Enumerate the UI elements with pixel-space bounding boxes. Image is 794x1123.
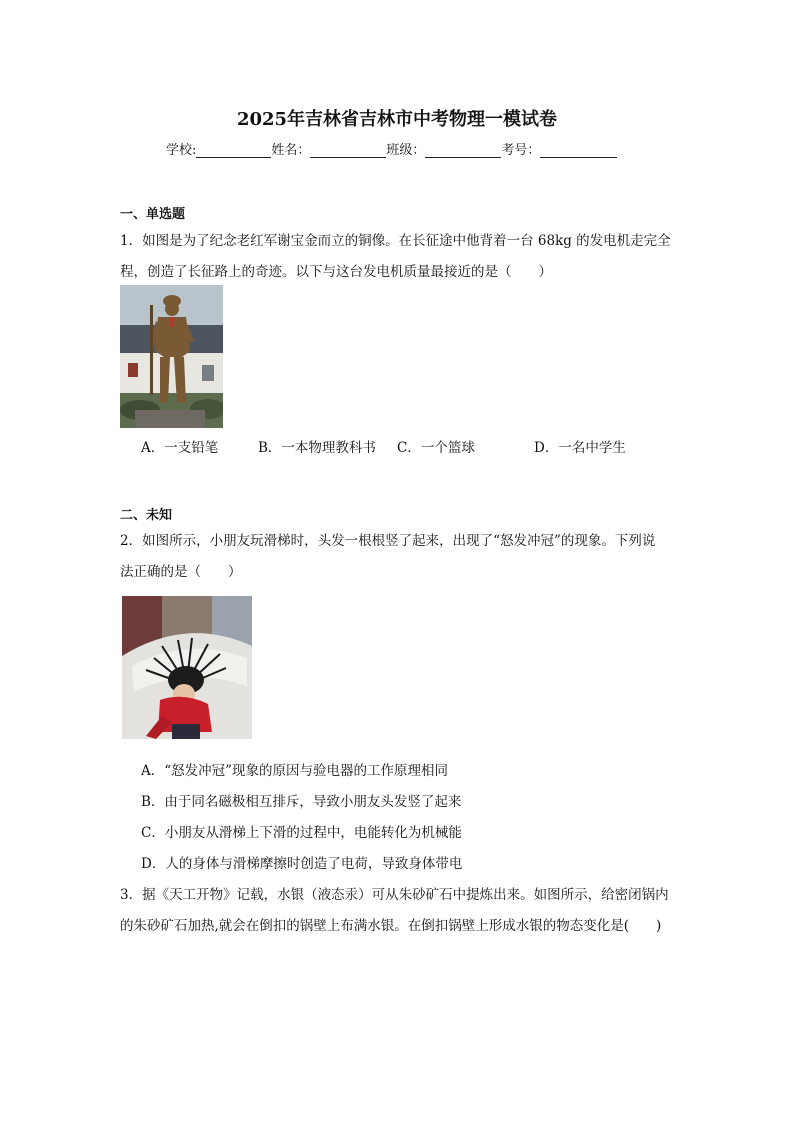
q2-option-c[interactable]: C．小朋友从滑梯上下滑的过程中，电能转化为机械能 bbox=[141, 825, 462, 841]
question-3-line-2: 的朱砂矿石加热,就会在倒扣的锅壁上布满水银。在倒扣锅壁上形成水银的物态变化是( ) bbox=[120, 918, 662, 934]
q2-option-a[interactable]: A．“怒发冲冠”现象的原因与验电器的工作原理相同 bbox=[141, 763, 449, 779]
section-heading-single-choice: 一、单选题 bbox=[120, 207, 186, 222]
exam-title: 2025年吉林省吉林市中考物理一模试卷 bbox=[236, 109, 558, 130]
question-1-line-1: 1．如图是为了纪念老红军谢宝金而立的铜像。在长征途中他背着一台 68kg 的发电机走完全 bbox=[120, 233, 671, 249]
question-2-line-1: 2．如图所示，小朋友玩滑梯时，头发一根根竖了起来，出现了“怒发冲冠”的现象。下列说 bbox=[120, 533, 656, 549]
school-field[interactable] bbox=[196, 143, 271, 158]
slide-hair-photo bbox=[122, 596, 252, 739]
q1-option-c[interactable]: C．一个篮球 bbox=[397, 440, 475, 456]
class-label: 班级： bbox=[386, 143, 426, 158]
section-heading-unknown: 二、未知 bbox=[120, 508, 173, 523]
question-2-line-2: 法正确的是（ ） bbox=[120, 564, 242, 580]
question-3-line-1: 3．据《天工开物》记载，水银（液态汞）可从朱砂矿石中提炼出来。如图所示，给密闭锅内 bbox=[120, 887, 669, 903]
q2-option-d[interactable]: D．人的身体与滑梯摩擦时创造了电荷，导致身体带电 bbox=[141, 856, 463, 872]
exam-number-field[interactable] bbox=[540, 143, 617, 158]
name-field[interactable] bbox=[310, 143, 386, 158]
name-label: 姓名： bbox=[271, 143, 311, 158]
school-label: 学校: bbox=[166, 143, 197, 158]
q2-option-b[interactable]: B．由于同名磁极相互排斥，导致小朋友头发竖了起来 bbox=[141, 794, 462, 810]
q1-option-a[interactable]: A．一支铅笔 bbox=[141, 440, 219, 456]
q1-option-b[interactable]: B．一本物理教科书 bbox=[258, 440, 376, 456]
statue-photo bbox=[120, 285, 223, 428]
q1-option-d[interactable]: D．一名中学生 bbox=[534, 440, 626, 456]
question-1-line-2: 程，创造了长征路上的奇迹。以下与这台发电机质量最接近的是（ ） bbox=[120, 264, 552, 280]
student-info-line bbox=[166, 139, 617, 158]
class-field[interactable] bbox=[425, 143, 501, 158]
exam-number-label: 考号： bbox=[501, 143, 541, 158]
